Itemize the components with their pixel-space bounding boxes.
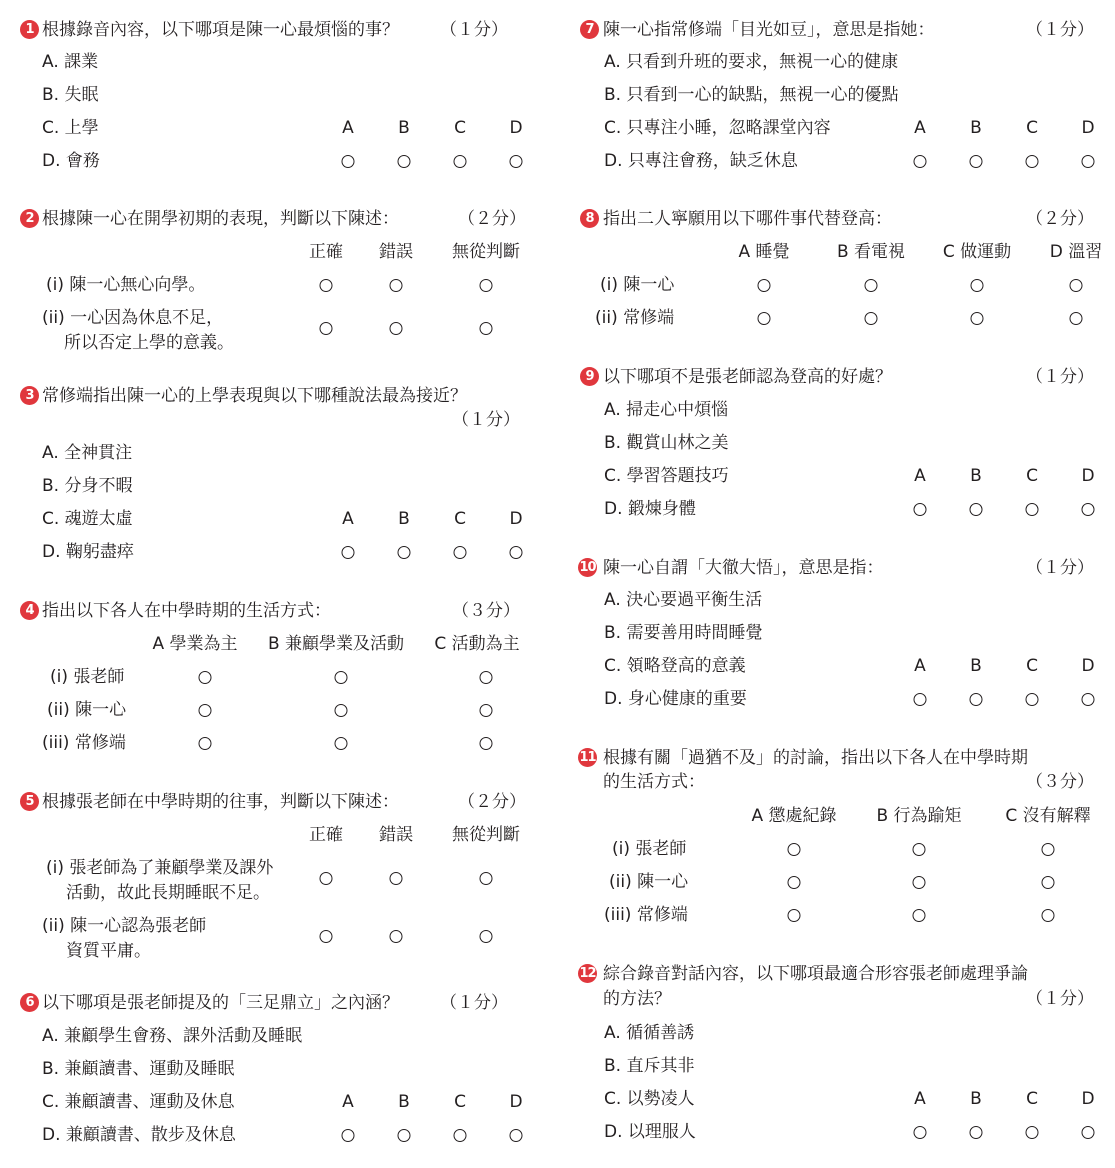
- answer-letter-c: C: [1026, 1089, 1038, 1109]
- answer-letter-d: D: [1081, 466, 1095, 486]
- answer-letter-b: B: [970, 1089, 982, 1109]
- question-marks: （１分）: [1026, 558, 1094, 578]
- question-number-badge: 7: [580, 20, 599, 39]
- answer-bubble-b[interactable]: [865, 312, 878, 325]
- answer-bubble-a[interactable]: [914, 155, 927, 168]
- answer-bubble-a[interactable]: [788, 876, 801, 889]
- option-b: B. 兼顧讀書、運動及睡眠: [42, 1059, 235, 1079]
- option-c: C. 以勢凌人: [604, 1089, 695, 1109]
- answer-bubble-c[interactable]: [971, 312, 984, 325]
- answer-letter-a: A: [342, 509, 354, 529]
- question-marks: （２分）: [458, 209, 526, 229]
- answer-bubble-c[interactable]: [1042, 876, 1055, 889]
- question-marks: （３分）: [1026, 772, 1094, 792]
- answer-letter-b: B: [970, 466, 982, 486]
- answer-bubble-a[interactable]: [199, 671, 212, 684]
- question-stem: 根據陳一心在開學初期的表現，判斷以下陳述：: [42, 209, 399, 229]
- answer-bubble-d[interactable]: [510, 1129, 523, 1142]
- answer-bubble-b[interactable]: [335, 671, 348, 684]
- option-c: C. 只專注小睡，忽略課堂內容: [604, 118, 831, 138]
- answer-bubble-b[interactable]: [335, 704, 348, 717]
- option-a: A. 兼顧學生會務、課外活動及睡眠: [42, 1026, 303, 1046]
- answer-letter-d: D: [1081, 118, 1095, 138]
- answer-bubble-a[interactable]: [914, 1126, 927, 1139]
- answer-bubble-b[interactable]: [970, 1126, 983, 1139]
- answer-bubble-c[interactable]: [454, 155, 467, 168]
- option-d: D. 以理服人: [604, 1122, 696, 1142]
- answer-bubble-d[interactable]: [1082, 155, 1095, 168]
- column-header-wrong: 錯誤: [379, 242, 413, 262]
- question-marks: （１分）: [452, 410, 520, 430]
- answer-bubble-b[interactable]: [335, 737, 348, 750]
- column-header-correct: 正確: [309, 242, 343, 262]
- answer-bubble-c[interactable]: [1042, 909, 1055, 922]
- option-d: D. 鍛煉身體: [604, 499, 696, 519]
- row-label: (iii) 常修端: [604, 905, 688, 925]
- answer-bubble-b[interactable]: [398, 1129, 411, 1142]
- question-stem-continued: 的方法？: [603, 989, 671, 1009]
- answer-letter-d: D: [509, 509, 523, 529]
- answer-bubble-b[interactable]: [398, 546, 411, 559]
- answer-bubble-b[interactable]: [970, 155, 983, 168]
- option-b: B. 失眠: [42, 85, 99, 105]
- option-b: B. 直斥其非: [604, 1056, 695, 1076]
- answer-bubble-d[interactable]: [1082, 693, 1095, 706]
- answer-bubble-d[interactable]: [510, 546, 523, 559]
- answer-bubble-a[interactable]: [758, 312, 771, 325]
- option-d: D. 會務: [42, 151, 100, 171]
- answer-bubble-undetermined[interactable]: [480, 322, 493, 335]
- answer-letter-b: B: [398, 118, 410, 138]
- row-label: (i) 張老師: [50, 667, 125, 687]
- answer-bubble-a[interactable]: [199, 737, 212, 750]
- column-header-a: A 睡覺: [738, 242, 790, 262]
- column-header-c: C 做運動: [942, 242, 1012, 262]
- answer-bubble-c[interactable]: [1042, 843, 1055, 856]
- column-header-b: B 行為踰矩: [876, 806, 962, 826]
- answer-bubble-c[interactable]: [1026, 693, 1039, 706]
- row-label: (ii) 常修端: [595, 308, 675, 328]
- answer-letter-d: D: [509, 118, 523, 138]
- question-marks: （１分）: [440, 993, 508, 1013]
- answer-letter-b: B: [398, 1092, 410, 1112]
- answer-bubble-c[interactable]: [1026, 503, 1039, 516]
- answer-bubble-c[interactable]: [480, 737, 493, 750]
- answer-letter-c: C: [1026, 118, 1038, 138]
- row-label: (i) 陳一心: [600, 275, 675, 295]
- answer-letter-a: A: [914, 466, 926, 486]
- answer-letter-c: C: [1026, 466, 1038, 486]
- option-a: A. 課業: [42, 52, 99, 72]
- statement-label: (i) 陳一心無心向學。: [46, 275, 206, 295]
- answer-bubble-a[interactable]: [914, 693, 927, 706]
- answer-bubble-a[interactable]: [199, 704, 212, 717]
- option-d: D. 身心健康的重要: [604, 689, 747, 709]
- answer-bubble-correct[interactable]: [320, 279, 333, 292]
- question-marks: （１分）: [1026, 989, 1094, 1009]
- answer-bubble-a[interactable]: [788, 909, 801, 922]
- answer-bubble-d[interactable]: [1070, 312, 1083, 325]
- column-header-wrong: 錯誤: [379, 825, 413, 845]
- question-stem: 指出以下各人在中學時期的生活方式：: [42, 601, 331, 621]
- question-stem: 綜合錄音對話內容，以下哪項最適合形容張老師處理爭論: [603, 964, 1028, 984]
- statement-label-continued: 活動，故此長期睡眠不足。: [66, 883, 270, 903]
- question-number-badge: 10: [579, 560, 596, 575]
- answer-bubble-correct[interactable]: [320, 322, 333, 335]
- right-column: [562, 0, 1115, 1168]
- answer-bubble-b[interactable]: [913, 843, 926, 856]
- column-header-a: A 懲處紀錄: [751, 806, 837, 826]
- answer-bubble-c[interactable]: [454, 1129, 467, 1142]
- answer-bubble-b[interactable]: [970, 503, 983, 516]
- statement-label: (ii) 陳一心認為張老師: [42, 916, 207, 936]
- question-marks: （１分）: [440, 20, 508, 40]
- column-header-undetermined: 無從判斷: [452, 242, 520, 262]
- question-stem: 常修端指出陳一心的上學表現與以下哪種說法最為接近？: [42, 386, 467, 406]
- answer-bubble-d[interactable]: [1082, 503, 1095, 516]
- answer-bubble-a[interactable]: [342, 1129, 355, 1142]
- answer-letter-b: B: [398, 509, 410, 529]
- answer-letter-a: A: [342, 1092, 354, 1112]
- answer-letter-c: C: [454, 118, 466, 138]
- column-header-c: C 活動為主: [434, 634, 520, 654]
- row-label: (iii) 常修端: [42, 733, 126, 753]
- answer-letter-b: B: [970, 118, 982, 138]
- option-d: D. 鞠躬盡瘁: [42, 542, 134, 562]
- answer-letter-b: B: [970, 656, 982, 676]
- option-c: C. 上學: [42, 118, 99, 138]
- option-b: B. 只看到一心的缺點，無視一心的優點: [604, 85, 899, 105]
- question-marks: （２分）: [458, 792, 526, 812]
- answer-bubble-correct[interactable]: [320, 930, 333, 943]
- option-a: A. 全神貫注: [42, 443, 133, 463]
- statement-label-continued: 資質平庸。: [66, 941, 151, 961]
- statement-label: (i) 張老師為了兼顧學業及課外: [46, 858, 274, 878]
- option-c: C. 領略登高的意義: [604, 656, 746, 676]
- answer-bubble-b[interactable]: [398, 155, 411, 168]
- question-marks: （１分）: [1026, 367, 1094, 387]
- column-header-b: B 看電視: [836, 242, 906, 262]
- answer-bubble-c[interactable]: [1026, 1126, 1039, 1139]
- column-header-a: A 學業為主: [152, 634, 238, 654]
- question-stem: 以下哪項不是張老師認為登高的好處？: [603, 367, 892, 387]
- option-c: C. 兼顧讀書、運動及休息: [42, 1092, 235, 1112]
- answer-bubble-undetermined[interactable]: [480, 279, 493, 292]
- question-marks: （２分）: [1026, 209, 1094, 229]
- question-stem: 根據有關「過猶不及」的討論，指出以下各人在中學時期: [603, 748, 1028, 768]
- option-b: B. 分身不暇: [42, 476, 133, 496]
- option-b: B. 觀賞山林之美: [604, 433, 729, 453]
- row-label: (i) 張老師: [612, 839, 687, 859]
- option-a: A. 只看到升班的要求，無視一心的健康: [604, 52, 899, 72]
- question-number-badge: 1: [20, 20, 39, 39]
- option-a: A. 決心要過平衡生活: [604, 590, 763, 610]
- answer-letter-a: A: [914, 118, 926, 138]
- option-c: C. 魂遊太虛: [42, 509, 133, 529]
- answer-bubble-undetermined[interactable]: [480, 872, 493, 885]
- column-header-correct: 正確: [309, 825, 343, 845]
- option-d: D. 兼顧讀書、散步及休息: [42, 1125, 236, 1145]
- answer-bubble-a[interactable]: [788, 843, 801, 856]
- question-stem: 陳一心指常修端「目光如豆」，意思是指她：: [603, 20, 935, 40]
- column-header-d: D 溫習: [1049, 242, 1103, 262]
- answer-letter-c: C: [454, 509, 466, 529]
- question-number-badge: 6: [20, 993, 39, 1012]
- option-d: D. 只專注會務，缺乏休息: [604, 151, 798, 171]
- question-stem: 根據錄音內容，以下哪項是陳一心最煩惱的事？: [42, 20, 399, 40]
- column-header-c: C 沒有解釋: [1005, 806, 1091, 826]
- question-number-badge: 2: [20, 209, 39, 228]
- answer-bubble-c[interactable]: [480, 671, 493, 684]
- answer-letter-c: C: [1026, 656, 1038, 676]
- column-header-b: B 兼顧學業及活動: [267, 634, 405, 654]
- answer-bubble-b[interactable]: [913, 909, 926, 922]
- answer-bubble-undetermined[interactable]: [480, 930, 493, 943]
- question-stem: 指出二人寧願用以下哪件事代替登高：: [603, 209, 892, 229]
- question-marks: （３分）: [452, 601, 520, 621]
- column-header-undetermined: 無從判斷: [452, 825, 520, 845]
- answer-letter-a: A: [914, 1089, 926, 1109]
- option-b: B. 需要善用時間睡覺: [604, 623, 763, 643]
- statement-label: (ii) 一心因為休息不足，: [42, 308, 224, 328]
- question-marks: （１分）: [1026, 20, 1094, 40]
- option-a: A. 掃走心中煩惱: [604, 400, 729, 420]
- question-stem: 以下哪項是張老師提及的「三足鼎立」之內涵？: [42, 993, 399, 1013]
- question-stem-continued: 的生活方式：: [603, 772, 705, 792]
- question-number-badge: 4: [20, 601, 39, 620]
- answer-letter-d: D: [1081, 656, 1095, 676]
- answer-bubble-wrong[interactable]: [390, 872, 403, 885]
- answer-bubble-c[interactable]: [971, 279, 984, 292]
- answer-bubble-d[interactable]: [510, 155, 523, 168]
- answer-letter-d: D: [509, 1092, 523, 1112]
- answer-bubble-a[interactable]: [342, 546, 355, 559]
- answer-bubble-a[interactable]: [914, 503, 927, 516]
- answer-bubble-c[interactable]: [1026, 155, 1039, 168]
- answer-letter-c: C: [454, 1092, 466, 1112]
- answer-bubble-b[interactable]: [913, 876, 926, 889]
- row-label: (ii) 陳一心: [47, 700, 127, 720]
- answer-bubble-b[interactable]: [970, 693, 983, 706]
- option-a: A. 循循善誘: [604, 1023, 695, 1043]
- answer-letter-a: A: [342, 118, 354, 138]
- question-stem: 根據張老師在中學時期的往事，判斷以下陳述：: [42, 792, 399, 812]
- answer-bubble-wrong[interactable]: [390, 279, 403, 292]
- question-number-badge: 12: [579, 966, 596, 981]
- question-number-badge: 11: [579, 750, 596, 765]
- question-number-badge: 3: [20, 386, 39, 405]
- question-number-badge: 8: [580, 209, 599, 228]
- answer-letter-a: A: [914, 656, 926, 676]
- answer-bubble-c[interactable]: [480, 704, 493, 717]
- row-label: (ii) 陳一心: [609, 872, 689, 892]
- answer-bubble-correct[interactable]: [320, 872, 333, 885]
- question-number-badge: 9: [580, 367, 599, 386]
- answer-bubble-c[interactable]: [454, 546, 467, 559]
- option-c: C. 學習答題技巧: [604, 466, 729, 486]
- question-number-badge: 5: [20, 792, 39, 811]
- statement-label-continued: 所以否定上學的意義。: [64, 333, 234, 353]
- answer-bubble-a[interactable]: [342, 155, 355, 168]
- answer-bubble-a[interactable]: [758, 279, 771, 292]
- answer-bubble-wrong[interactable]: [390, 322, 403, 335]
- answer-bubble-b[interactable]: [865, 279, 878, 292]
- answer-letter-d: D: [1081, 1089, 1095, 1109]
- answer-bubble-wrong[interactable]: [390, 930, 403, 943]
- left-column: [0, 0, 540, 1168]
- answer-bubble-d[interactable]: [1082, 1126, 1095, 1139]
- answer-bubble-d[interactable]: [1070, 279, 1083, 292]
- question-stem: 陳一心自謂「大徹大悟」，意思是指：: [603, 558, 884, 578]
